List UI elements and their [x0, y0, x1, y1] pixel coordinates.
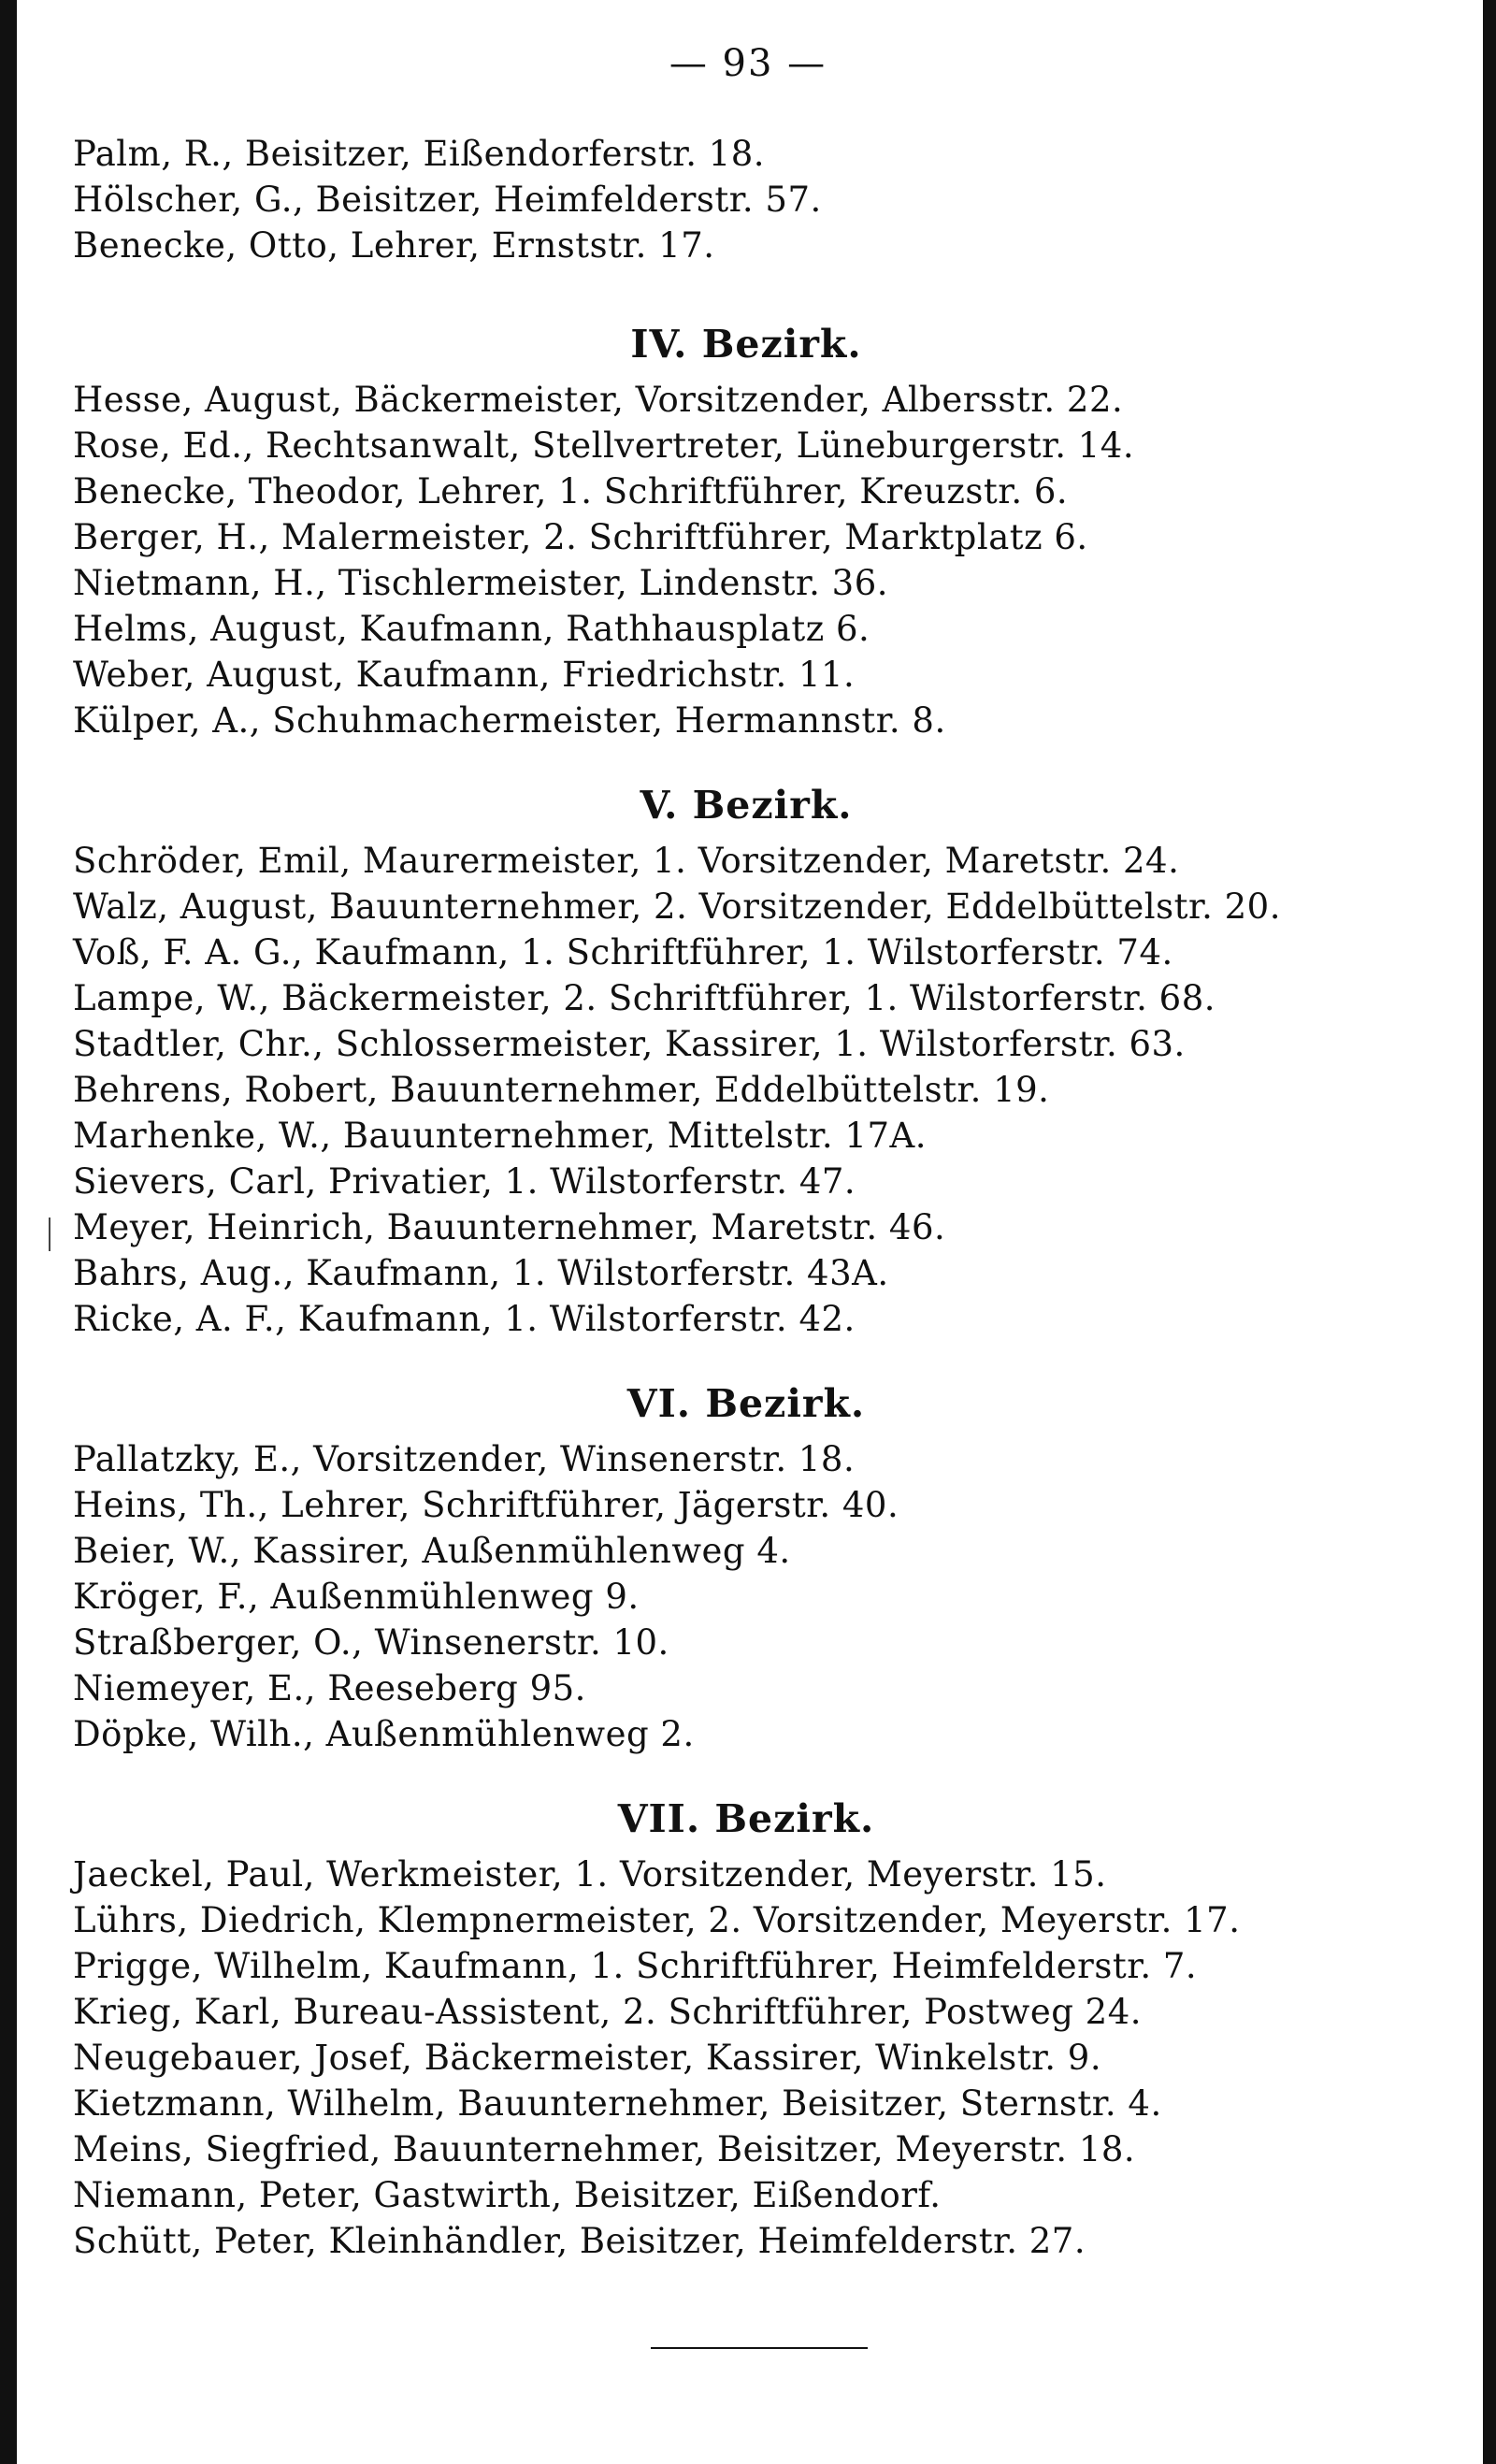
list-item: Külper, A., Schuhmachermeister, Hermannstr. 8. — [73, 700, 946, 741]
list-item: Prigge, Wilhelm, Kaufmann, 1. Schriftführer, Heimfelderstr. 7. — [73, 1946, 1198, 1986]
list-item: Benecke, Theodor, Lehrer, 1. Schriftführer, Kreuzstr. 6. — [73, 471, 1069, 512]
page-number: — 93 — — [669, 42, 827, 85]
list-item: Bahrs, Aug., Kaufmann, 1. Wilstorferstr. 43A. — [73, 1253, 889, 1293]
list-item: Niemeyer, E., Reeseberg 95. — [73, 1668, 586, 1708]
list-item: Weber, August, Kaufmann, Friedrichstr. 11. — [73, 655, 856, 695]
list-item: Behrens, Robert, Bauunternehmer, Eddelbüttelstr. 19. — [73, 1070, 1050, 1110]
list-item: Pallatzky, E., Vorsitzender, Winsenerstr. 18. — [73, 1439, 856, 1479]
list-item: Stadtler, Chr., Schlossermeister, Kassirer, 1. Wilstorferstr. 63. — [73, 1024, 1186, 1064]
list-item: Benecke, Otto, Lehrer, Ernststr. 17. — [73, 225, 715, 266]
section-heading: VII. Bezirk. — [617, 1796, 875, 1841]
list-item: Kietzmann, Wilhelm, Bauunternehmer, Beisitzer, Sternstr. 4. — [73, 2083, 1162, 2124]
list-item: Krieg, Karl, Bureau-Assistent, 2. Schriftführer, Postweg 24. — [73, 1992, 1143, 2032]
list-item: Berger, H., Malermeister, 2. Schriftführer, Marktplatz 6. — [73, 517, 1088, 557]
list-item: Beier, W., Kassirer, Außenmühlenweg 4. — [73, 1531, 791, 1571]
list-item: Hölscher, G., Beisitzer, Heimfelderstr. 57. — [73, 180, 822, 220]
list-item: Schröder, Emil, Maurermeister, 1. Vorsitzender, Maretstr. 24. — [73, 841, 1180, 881]
page-content — [73, 131, 1419, 2264]
list-item: Meins, Siegfried, Bauunternehmer, Beisitzer, Meyerstr. 18. — [73, 2129, 1136, 2169]
list-item: Voß, F. A. G., Kaufmann, 1. Schriftführer, 1. Wilstorferstr. 74. — [73, 932, 1173, 973]
list-item: Schütt, Peter, Kleinhändler, Beisitzer, Heimfelderstr. 27. — [73, 2221, 1086, 2261]
list-item: Straßberger, O., Winsenerstr. 10. — [73, 1622, 669, 1663]
list-item: Kröger, F., Außenmühlenweg 9. — [73, 1577, 640, 1617]
scan-edge-right — [1483, 0, 1496, 2464]
list-item: Ricke, A. F., Kaufmann, 1. Wilstorferstr. 42. — [73, 1299, 856, 1339]
list-item: Neugebauer, Josef, Bäckermeister, Kassirer, Winkelstr. 9. — [73, 2038, 1102, 2078]
scan-edge-left — [0, 0, 17, 2464]
list-item: Marhenke, W., Bauunternehmer, Mittelstr. 17A. — [73, 1116, 927, 1156]
list-item: Rose, Ed., Rechtsanwalt, Stellvertreter, Lüneburgerstr. 14. — [73, 425, 1135, 466]
list-item: Heins, Th., Lehrer, Schriftführer, Jägerstr. 40. — [73, 1485, 899, 1525]
section-heading: IV. Bezirk. — [630, 322, 862, 367]
list-item: Sievers, Carl, Privatier, 1. Wilstorferstr. 47. — [73, 1161, 856, 1202]
list-item: Hesse, August, Bäckermeister, Vorsitzender, Albersstr. 22. — [73, 380, 1124, 420]
section-heading: V. Bezirk. — [640, 783, 853, 828]
list-item: Lührs, Diedrich, Klempnermeister, 2. Vorsitzender, Meyerstr. 17. — [73, 1900, 1241, 1940]
section-heading: VI. Bezirk. — [626, 1381, 866, 1426]
end-rule — [651, 2347, 868, 2349]
list-item: Nietmann, H., Tischlermeister, Lindenstr. 36. — [73, 563, 889, 603]
list-item: Niemann, Peter, Gastwirth, Beisitzer, Eißendorf. — [73, 2175, 942, 2215]
list-item: Helms, August, Kaufmann, Rathhausplatz 6. — [73, 609, 870, 649]
list-item: Jaeckel, Paul, Werkmeister, 1. Vorsitzender, Meyerstr. 15. — [73, 1854, 1107, 1895]
list-item: Walz, August, Bauunternehmer, 2. Vorsitzender, Eddelbüttelstr. 20. — [73, 886, 1281, 927]
list-item: Döpke, Wilh., Außenmühlenweg 2. — [73, 1714, 695, 1754]
margin-mark — [49, 1218, 50, 1251]
list-item: Meyer, Heinrich, Bauunternehmer, Maretstr. 46. — [73, 1207, 946, 1247]
list-item: Palm, R., Beisitzer, Eißendorferstr. 18. — [73, 134, 766, 174]
list-item: Lampe, W., Bäckermeister, 2. Schriftführer, 1. Wilstorferstr. 68. — [73, 978, 1216, 1018]
